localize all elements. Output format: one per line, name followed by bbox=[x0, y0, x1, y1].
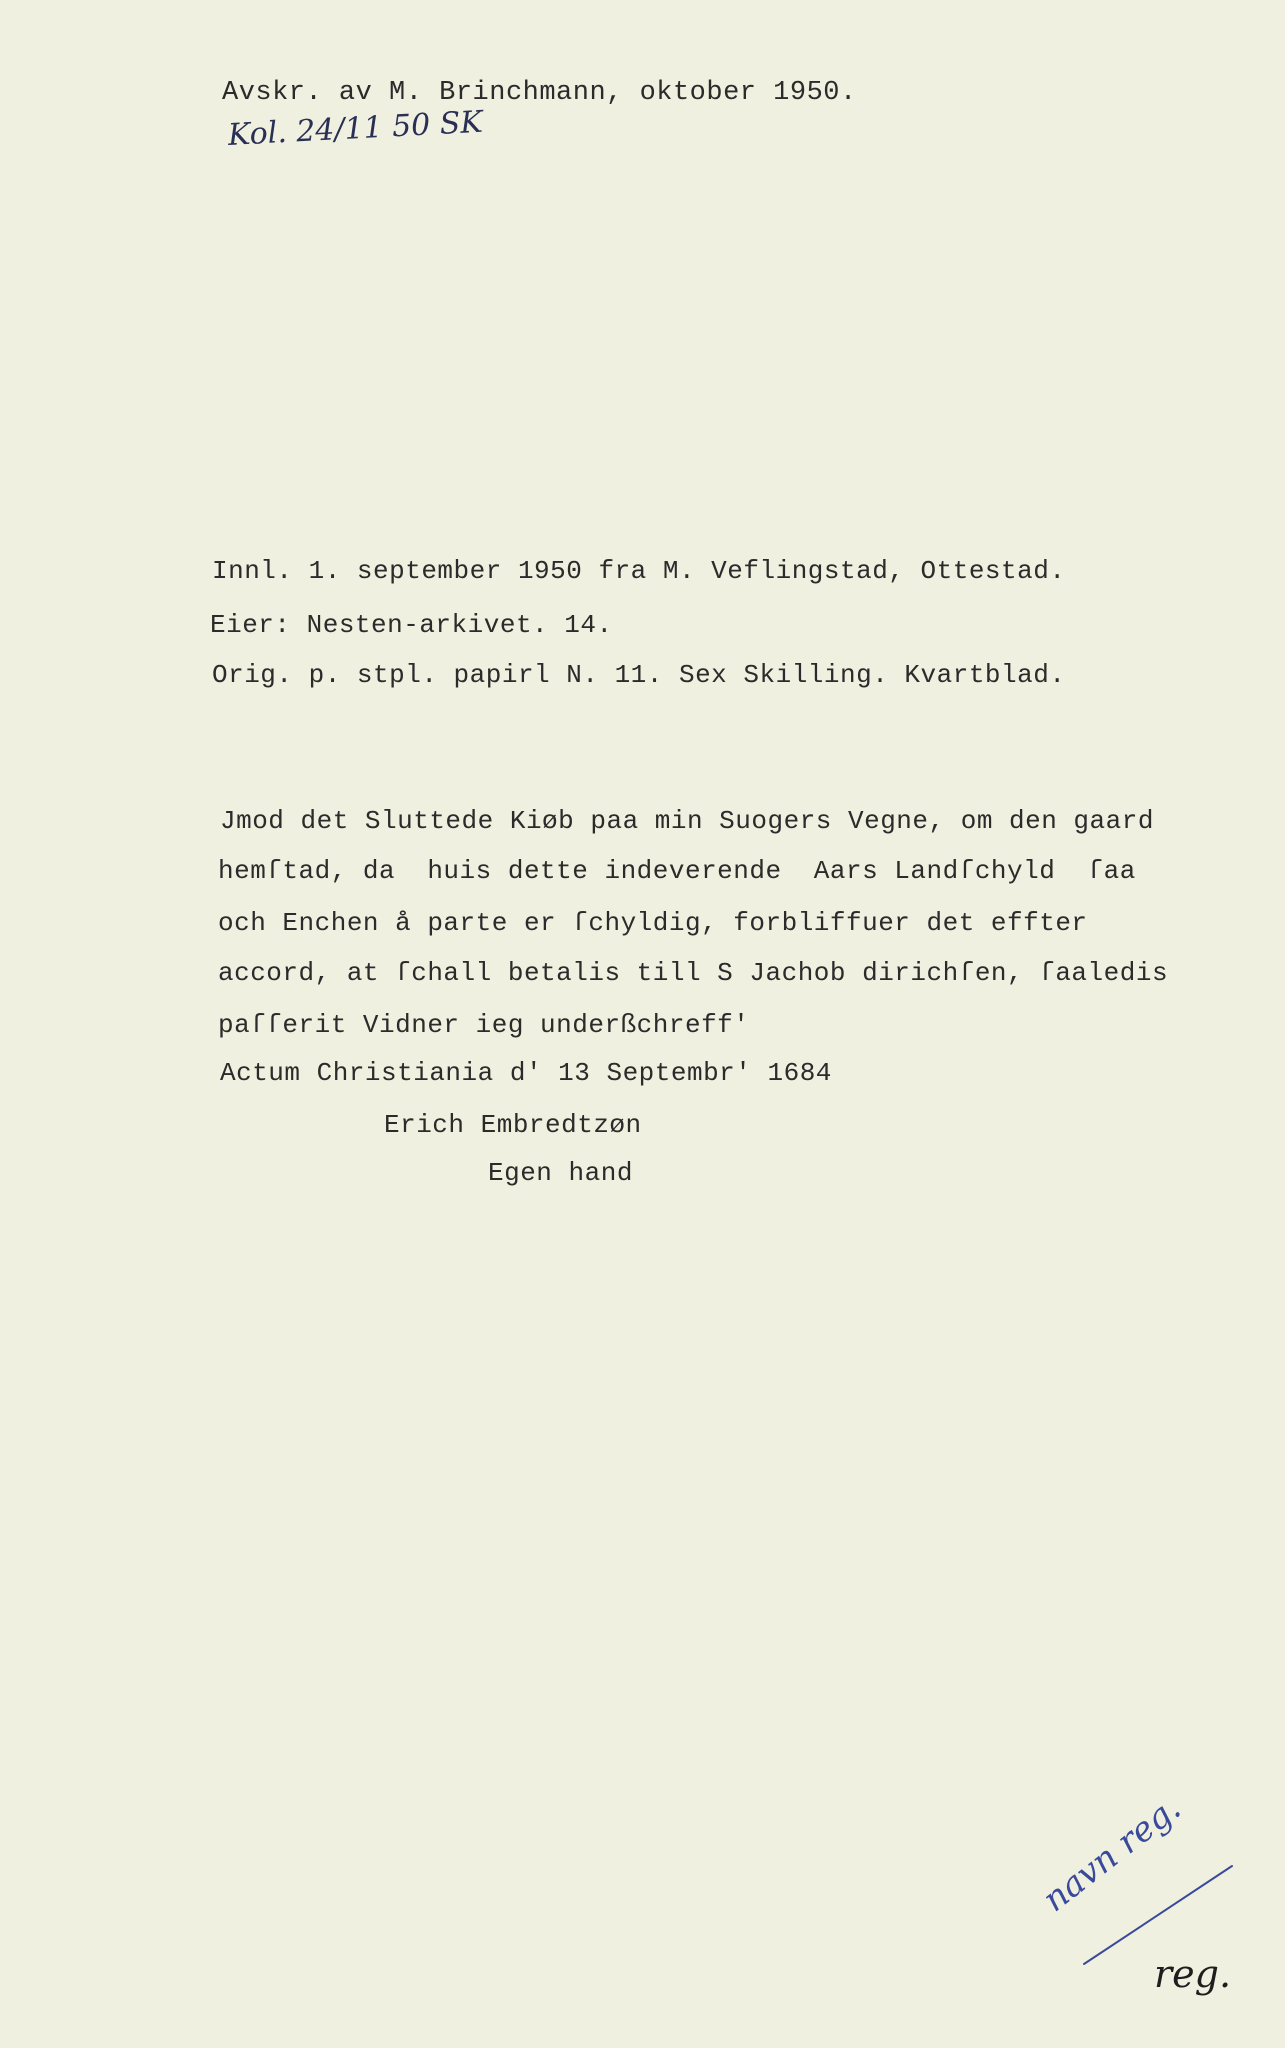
body-line-6: Actum Christiania d' 13 Septembr' 1684 bbox=[220, 1058, 832, 1088]
signature-name: Erich Embredtzøn bbox=[384, 1110, 642, 1140]
blue-margin-note: navn reg. bbox=[1035, 1788, 1189, 1920]
black-margin-note: reg. bbox=[1154, 1952, 1232, 1996]
original-line: Orig. p. stpl. papirl N. 11. Sex Skilling. Kvartblad. bbox=[212, 660, 1066, 690]
body-line-4: accord, at ſchall betalis till S Jachob dirichſen, ſaaledis bbox=[218, 958, 1169, 988]
owner-line: Eier: Nesten-arkivet. 14. bbox=[210, 610, 613, 640]
body-line-3: och Enchen å parte er ſchyldig, forbliffuer det effter bbox=[218, 908, 1088, 938]
received-line: Innl. 1. september 1950 fra M. Veflingstad, Ottestad. bbox=[212, 556, 1066, 586]
transcription-note: Avskr. av M. Brinchmann, oktober 1950. bbox=[222, 78, 857, 108]
body-line-2: hemſtad, da huis dette indeverende Aars Landſchyld ſaa bbox=[218, 856, 1136, 886]
body-line-1: Jmod det Sluttede Kiøb paa min Suogers Vegne, om den gaard bbox=[220, 806, 1154, 836]
signature-note: Egen hand bbox=[488, 1158, 633, 1188]
handwritten-reference-note: Kol. 24/11 50 SK bbox=[227, 104, 484, 153]
body-line-5: paſſerit Vidner ieg underßchreff' bbox=[218, 1010, 750, 1040]
